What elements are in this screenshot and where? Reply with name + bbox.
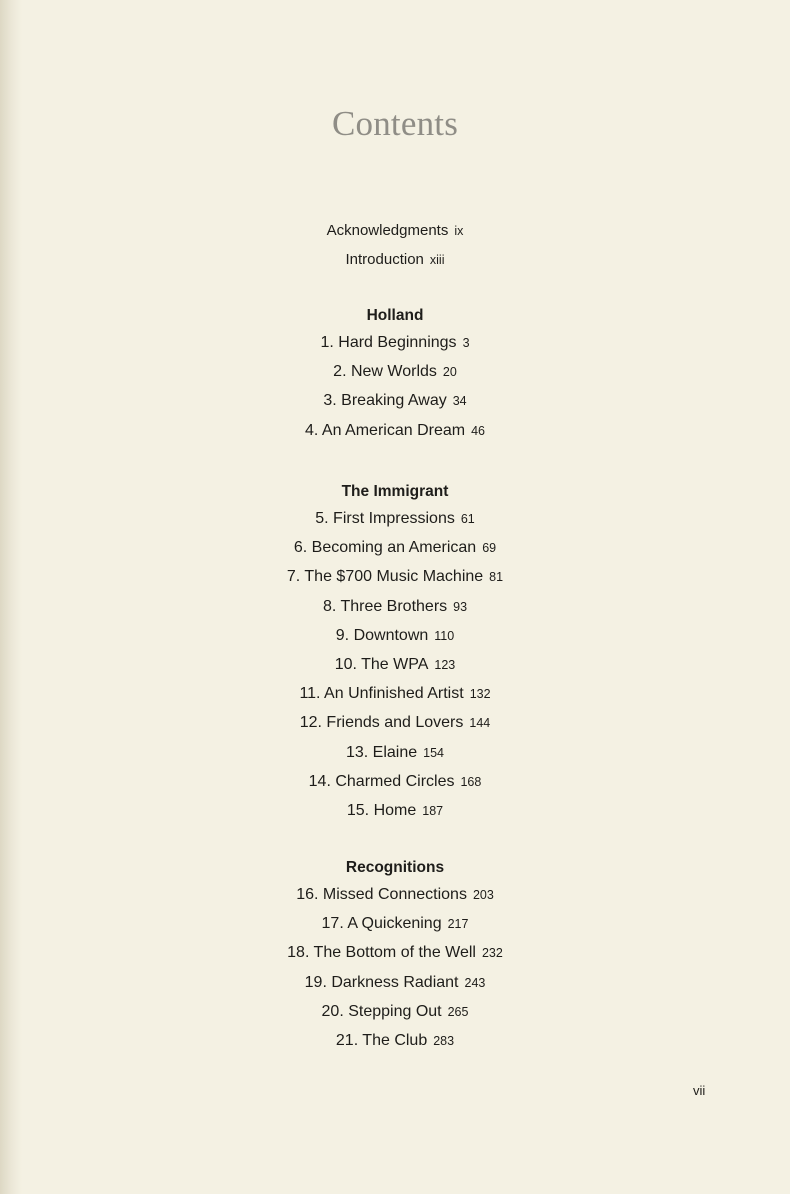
toc-entry[interactable] [0,1026,790,1055]
entry-page: 123 [434,657,456,672]
front-matter [0,216,790,274]
toc-entry[interactable] [0,416,790,445]
entry-page: ix [454,224,464,238]
entry-label: 5. First Impressions [315,510,455,527]
entry-page: 81 [489,570,504,585]
entry-label: 1. Hard Beginnings [320,334,457,351]
section-heading: The Immigrant [341,483,449,500]
toc-entry[interactable] [0,679,790,708]
entry-label: 3. Breaking Away [323,392,447,410]
toc-entry[interactable] [0,592,790,621]
toc-entry[interactable] [0,357,790,386]
toc-entry[interactable] [0,767,790,796]
entry-label: Introduction [345,251,424,268]
section-recognitions [0,855,790,1055]
toc-entry[interactable] [0,708,790,737]
toc-entry[interactable] [0,533,790,562]
entry-label: Acknowledgments [326,222,449,239]
entry-label: 9. Downtown [335,626,429,644]
entry-label: 10. The WPA [334,655,429,673]
contents-title: Contents [331,104,459,143]
entry-page: 46 [471,423,485,438]
toc-entry[interactable] [0,968,790,997]
entry-page: 69 [482,541,497,556]
section-heading: Recognitions [345,859,445,876]
entry-label: 19. Darkness Radiant [304,973,459,991]
entry-page: 20 [442,365,457,380]
entry-label: 15. Home [346,801,417,819]
entry-page: 110 [434,628,455,643]
entry-page: xiii [429,253,445,267]
entry-page: 93 [453,599,468,614]
toc-entry[interactable] [0,738,790,767]
section-heading: Holland [366,307,424,324]
entry-page: 144 [469,716,491,731]
entry-page: 154 [423,745,445,760]
entry-page: 168 [460,774,482,789]
entry-page: 232 [481,946,503,961]
entry-label: 14. Charmed Circles [308,772,455,790]
toc-entry[interactable] [0,997,790,1026]
toc-entry[interactable] [0,328,790,357]
toc-entry[interactable] [0,504,790,533]
toc-entry[interactable] [0,909,790,938]
entry-page: 243 [464,975,486,990]
entry-page: 3 [462,336,470,350]
entry-label: 13. Elaine [345,743,418,761]
section-the-immigrant [0,479,790,825]
entry-label: 11. An Unfinished Artist [299,685,464,703]
entry-label: 4. An American Dream [305,421,466,439]
entry-page: 217 [447,917,469,932]
toc-entry[interactable] [0,650,790,679]
page-number: vii [693,1083,706,1098]
entry-label: 8. Three Brothers [322,597,448,615]
entry-label: 17. A Quickening [321,915,442,933]
entry-page: 203 [472,888,494,902]
entry-label: 12. Friends and Lovers [299,714,464,732]
entry-page: 132 [469,687,491,702]
toc-entry-introduction[interactable] [0,245,790,274]
toc-entry[interactable] [0,796,790,825]
entry-label: 20. Stepping Out [321,1002,442,1020]
entry-page: 265 [447,1004,469,1019]
entry-label: 18. The Bottom of the Well [287,944,476,962]
entry-label: 7. The $700 Music Machine [286,568,484,586]
toc-entry[interactable] [0,386,790,415]
entry-page: 283 [433,1033,455,1048]
entry-label: 16. Missed Connections [296,886,467,903]
entry-page: 187 [422,803,444,818]
toc-entry[interactable] [0,880,790,909]
toc-entry[interactable] [0,621,790,650]
toc-entry[interactable] [0,938,790,967]
entry-page: 61 [460,512,475,526]
entry-page: 34 [452,394,467,409]
entry-label: 6. Becoming an American [293,539,477,557]
entry-label: 2. New Worlds [333,363,437,381]
toc-entry[interactable] [0,562,790,591]
toc-entry-acknowledgments[interactable] [0,216,790,245]
section-holland [0,303,790,445]
entry-label: 21. The Club [335,1031,428,1049]
